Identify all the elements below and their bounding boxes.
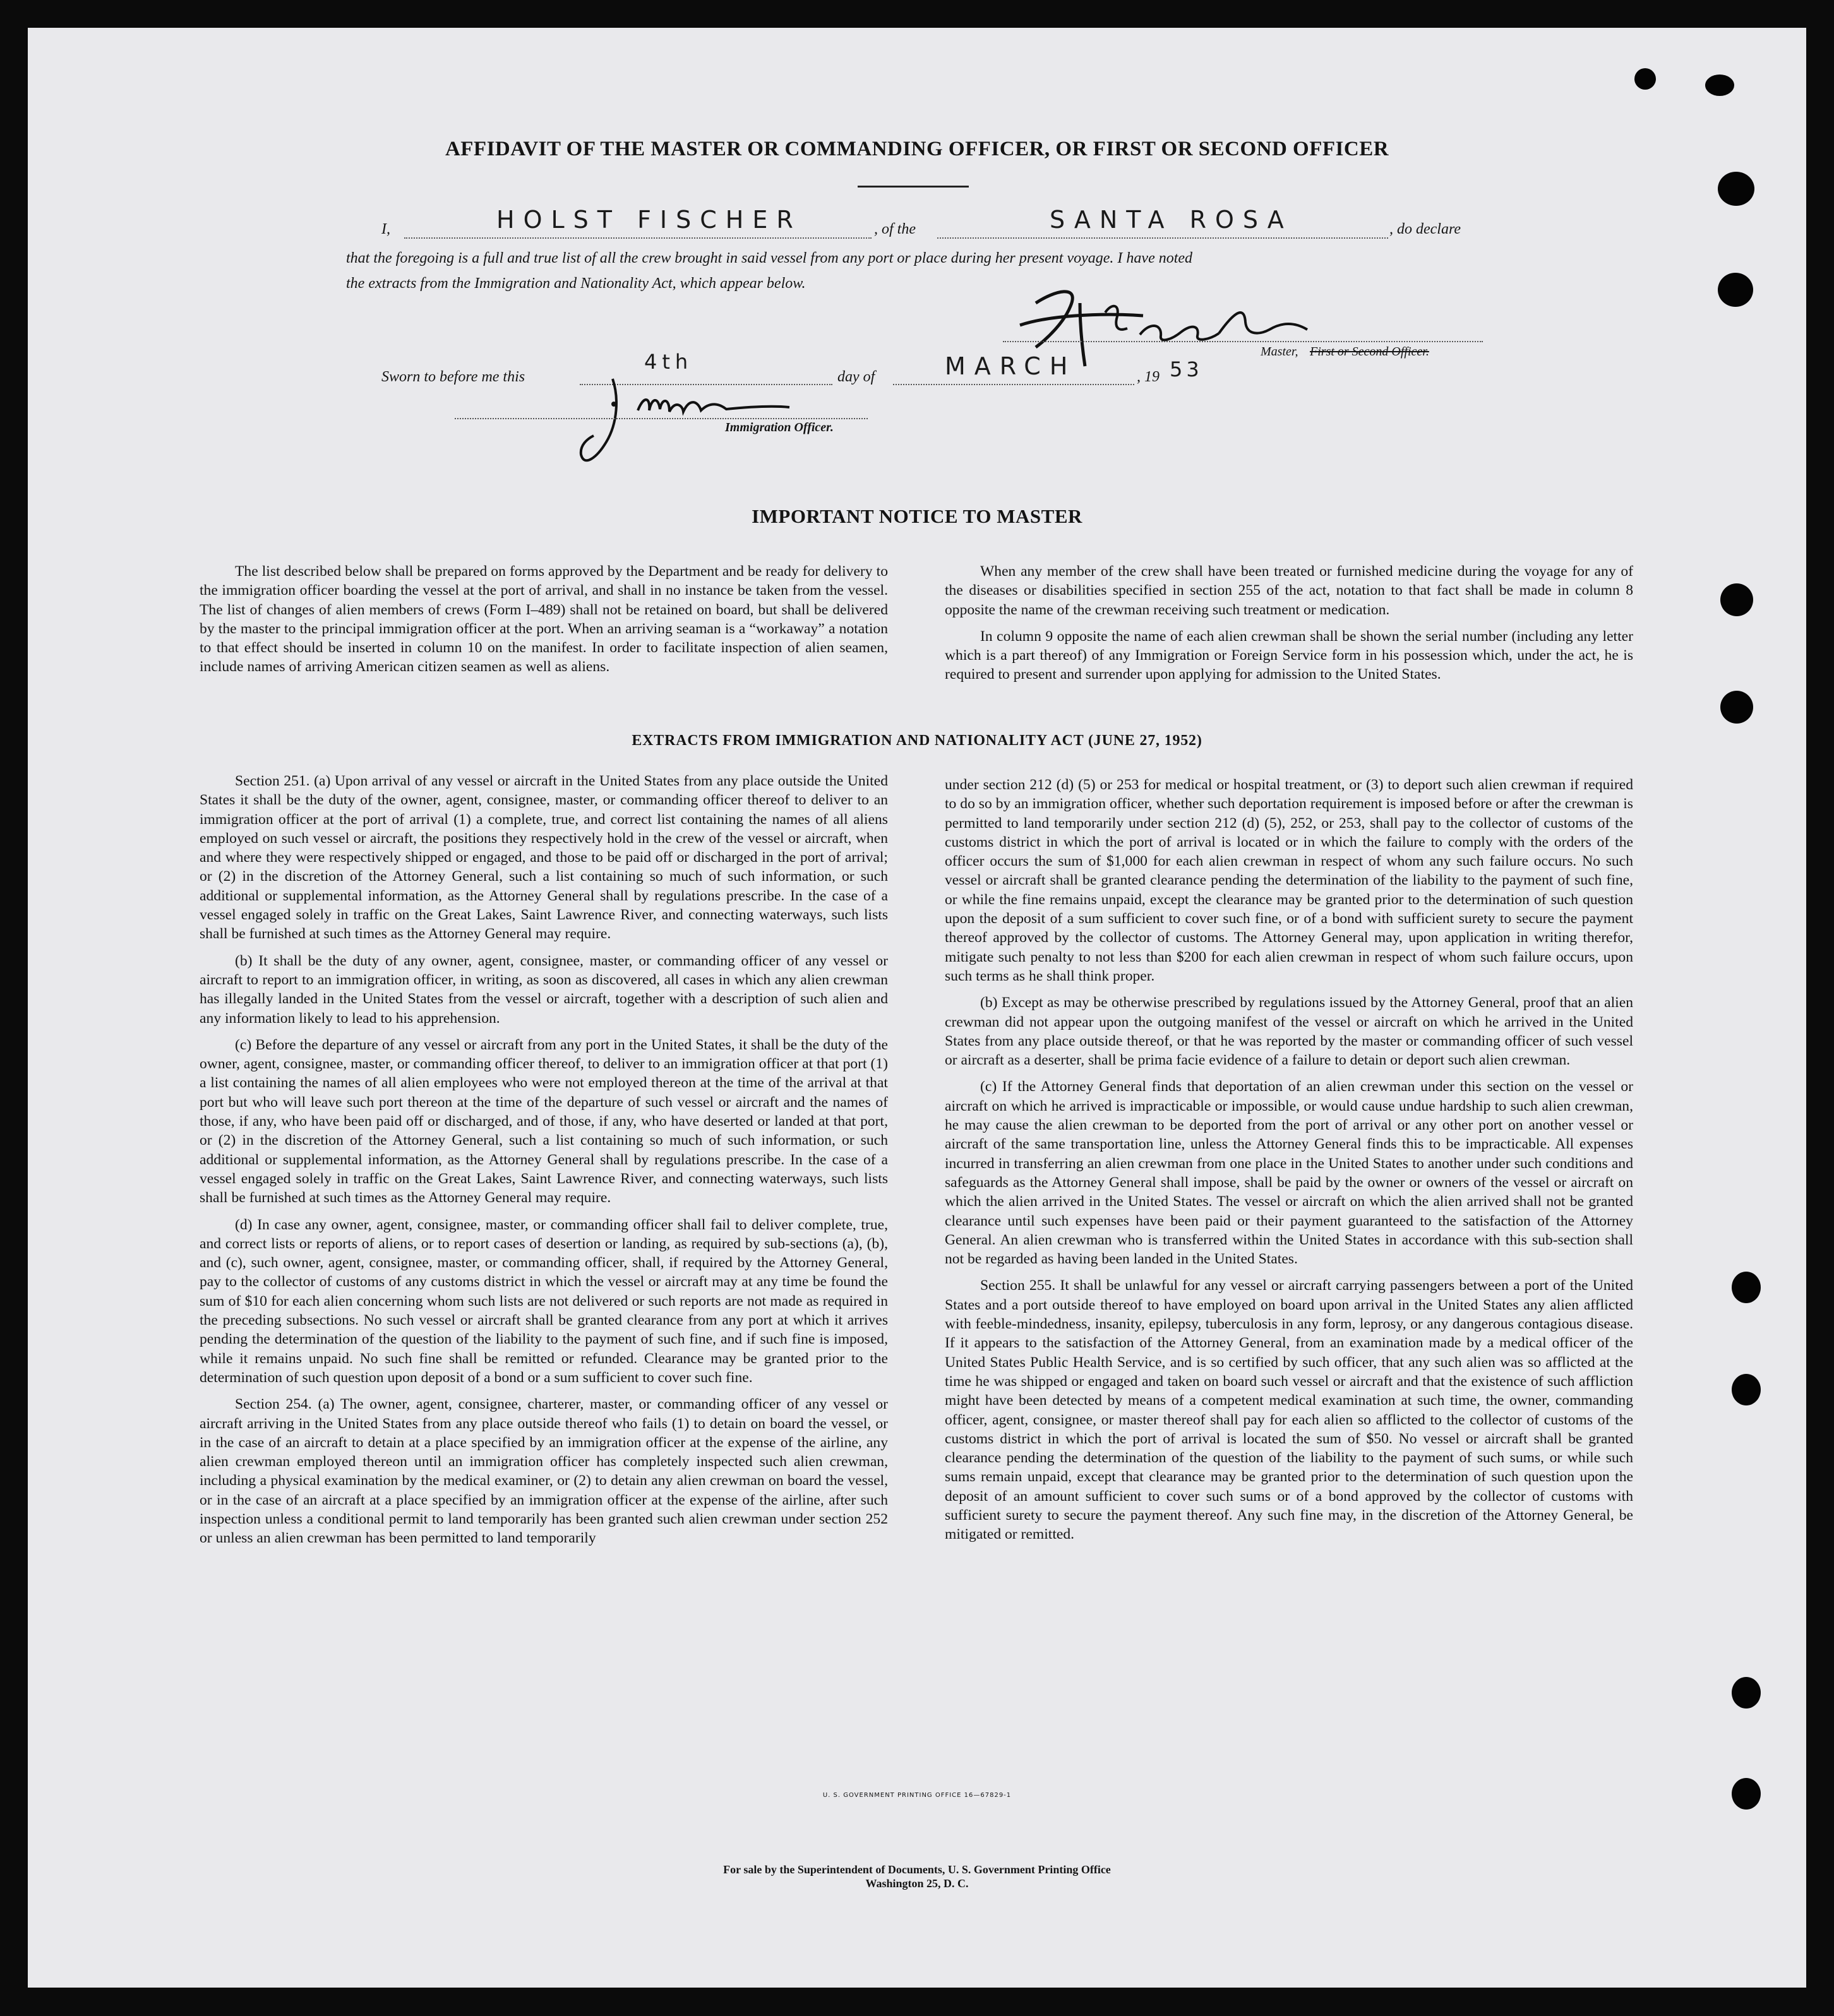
punch-hole <box>1634 68 1656 90</box>
notice-right-paragraph-2: In column 9 opposite the name of each alien crewman shall be shown the serial number (including any letter which is a part thereof) of any Immigration or Foreign Service form in his possession which, under the act, he is required to present and surrender upon applying for admission to the United States. <box>945 628 1633 683</box>
section-254-a-continued: under section 212 (d) (5) or 253 for medical or hospital treatment, or (3) to deport such alien crewman if required to do so by an immigration officer, whether such deportation requirement is imposed before or after the crewman is permitted to land temporarily under section 212 (d) (5), 252, or 253, shall pay to the collector of customs of the customs district in which the port of arrival is located or in which the failure to comply with the orders of the officer occurs the sum of $1,000 for each alien crewman in respect of whom any such failure occurs. No such vessel or aircraft shall be granted clearance pending the determination of the liability to the payment of such fine, or while the fine remains unpaid, except the clearance may be granted prior to the determination of such question upon the deposit of a sum sufficient to cover such fine, or of a bond with sufficient surety to secure the payment thereof approved by the collector of customs. The Attorney General may, upon application in writing therefor, mitigate such penalty to not less than $200 for each alien crewman in respect of whom such failure occurs, upon such terms as he shall think proper. <box>945 777 1633 984</box>
declaration-line-3: the extracts from the Immigration and Nationality Act, which appear below. <box>346 275 806 292</box>
master-name-handwritten: HOLST FISCHER <box>496 206 802 234</box>
extracts-right-column <box>945 775 1633 1552</box>
punch-hole <box>1718 172 1754 206</box>
sworn-month-handwritten: MARCH <box>945 352 1077 380</box>
section-251-c: (c) Before the departure of any vessel or aircraft from any port in the United States, it shall be the duty of the owner, agent, consignee, master, or commanding officer thereof, to deliver to an immigration officer at that port (1) a list containing the names of all alien employees who were not employed thereon at the time of the arrival at that port but who will leave such port thereon at the time of the departure of such vessel or aircraft and the names of those, if any, who have been paid off or discharged, and of those, if any, who have deserted or landed at that port, or (2) in the discretion of the Attorney General, such a list containing so much of such information, or such additional or supplemental information, as the Attorney General shall by regulations prescribe. In the case of a vessel engaged solely in traffic on the Great Lakes, Saint Lawrence River, and connecting waterways, such lists shall be furnished at such times as the Attorney General may require. <box>200 1036 888 1207</box>
of-the-label: , of the <box>874 221 916 237</box>
punch-hole <box>1732 1272 1761 1303</box>
i-label: I, <box>381 221 390 237</box>
sale-line-2: Washington 25, D. C. <box>865 1877 969 1890</box>
notice-left-paragraph: The list described below shall be prepared on forms approved by the Department and be ready for delivery to the immigration officer boarding the vessel at the port of arrival, and shall in no instance be taken from the vessel. The list of changes of alien members of crews (Form I–489) shall not be retained on board, but shall be delivered by the master to the principal immigration officer at the port. When an arriving seaman is a “workaway” a notation to that effect should be inserted in column 10 on the manifest. In order to facilitate inspection of alien seamen, include names of arriving American citizen seamen as well as aliens. <box>200 563 888 676</box>
day-of-label: day of <box>837 369 875 385</box>
notice-right-paragraph-1: When any member of the crew shall have been treated or furnished medicine during the voyage for any of the diseases or disabilities specified in section 255 of the act, notation to that fact shall be made in column 8 opposite the name of the crewman receiving such treatment or medication. <box>945 563 1633 618</box>
punch-hole <box>1720 583 1753 616</box>
master-caption: Master, <box>1261 345 1298 359</box>
year-handwritten: 53 <box>1170 357 1203 381</box>
declaration-line-2: that the foregoing is a full and true list of all the crew brought in said vessel from any port or place during her present voyage. I have noted <box>346 250 1193 266</box>
struck-officer-caption: First or Second Officer. <box>1310 345 1429 359</box>
punch-hole <box>1718 273 1753 307</box>
punch-hole <box>1720 691 1753 724</box>
vessel-name-handwritten: SANTA ROSA <box>1050 206 1293 234</box>
sale-notice <box>0 1863 1834 1890</box>
punch-hole <box>1732 1677 1761 1709</box>
extracts-title: EXTRACTS FROM IMMIGRATION AND NATIONALITY ACT (JUNE 27, 1952) <box>632 732 1202 749</box>
section-254-b: (b) Except as may be otherwise prescribed by regulations issued by the Attorney General, proof that an alien crewman did not appear upon the outgoing manifest of the vessel or aircraft on which he arrived in the United States from any place outside thereof, or that he was reported by the master or commanding officer of such vessel or aircraft as a deserter, shall be prima facie evidence of a failure to detain or deport such alien crewman. <box>945 994 1633 1069</box>
sworn-label: Sworn to before me this <box>381 369 525 385</box>
sale-line-1: For sale by the Superintendent of Documents, U. S. Government Printing Office <box>723 1863 1111 1876</box>
extracts-left-column <box>200 772 888 1556</box>
title-divider <box>858 186 969 188</box>
affidavit-title: AFFIDAVIT OF THE MASTER OR COMMANDING OFFICER, OR FIRST OR SECOND OFFICER <box>445 138 1389 160</box>
section-254-a: Section 254. (a) The owner, agent, consignee, charterer, master, or commanding officer of any vessel or aircraft arriving in the United States from any place outside thereof who fails (1) to detain on board the vessel, or in the case of an aircraft to detain at a place specified by an immigration officer at the expense of the airline, any alien crewman employed thereon until an immigration officer has completely inspected such alien crewman, including a physical examination by the medical examiner, or (2) to detain any alien crewman on board the vessel, or in the case of an aircraft at a place specified by an immigration officer at the expense of the airline, after such inspection unless a conditional permit to land temporarily has been granted such alien crewman under section 252 or unless an alien crewman has been permitted to land temporarily <box>200 1396 888 1547</box>
section-251-d: (d) In case any owner, agent, consignee, master, or commanding officer shall fail to deliver complete, true, and correct lists or reports of aliens, or to report cases of desertion or landing, as required by sub-sections (a), (b), and (c), such owner, agent, consignee, master, or commanding officer, shall, if required by the Attorney General, pay to the collector of customs of any customs district in which the vessel or aircraft may at any time be found the sum of $10 for each alien concerning whom such lists are not delivered or such reports are not made as required in the preceding subsections. No such vessel or aircraft shall be granted clearance from any port at which it arrives pending the determination of the question of the liability to the payment of such fine, and if such fine is imposed, while it remains unpaid. No such fine shall be remitted or refunded. Clearance may be granted prior to the determination of such question upon deposit of a bond or a sum sufficient to cover such fine. <box>200 1216 888 1386</box>
year-prefix: , 19 <box>1137 369 1160 385</box>
do-declare-label: , do declare <box>1389 221 1461 237</box>
section-251-a: Section 251. (a) Upon arrival of any vessel or aircraft in the United States from any place outside the United States it shall be the duty of the owner, agent, consignee, master, or commanding officer thereof to deliver to an immigration officer at the port of arrival (1) a complete, true, and correct list containing the names of all aliens employed on such vessel or aircraft, the positions they respectively hold in the crew of the vessel or aircraft, when and where they were respectively shipped or engaged, and those to be paid off or discharged in the port of arrival; or (2) in the discretion of the Attorney General, such a list containing so much of such information, or such additional or supplemental information, as the Attorney General shall by regulations prescribe. In the case of a vessel engaged solely in traffic on the Great Lakes, Saint Lawrence River, and connecting waterways, such lists shall be furnished at such times as the Attorney General may require. <box>200 773 888 943</box>
punch-hole <box>1705 75 1734 96</box>
notice-right-column <box>945 562 1633 692</box>
officer-signature-line <box>455 397 868 419</box>
master-signature-line <box>1003 319 1483 342</box>
officer-caption: Immigration Officer. <box>725 420 834 434</box>
section-254-c: (c) If the Attorney General finds that deportation of an alien crewman under this section on the vessel or aircraft on which he arrived is impracticable or impossible, or would cause undue hardship to such alien crewman, he may cause the alien crewman to be deported from the port of arrival or any other port on another vessel or aircraft of the same transportation line, unless the Attorney General finds this to be impracticable. All expenses incurred in transferring an alien crewman from one place in the United States to another under such conditions and safeguards as the Attorney General shall impose, shall be paid by the owner or owners of the vessel or aircraft on which the alien arrived in the United States. The vessel or aircraft on which the alien arrived shall not be granted clearance until such expenses have been paid or their payment guaranteed to the satisfaction of the Attorney General. An alien crewman who is transferred within the United States in accordance with this sub-section shall not be regarded as having been landed in the United States. <box>945 1078 1633 1268</box>
notice-left-column <box>200 562 888 684</box>
section-255: Section 255. It shall be unlawful for any vessel or aircraft carrying passengers between a port of the United States and a port outside thereof to have employed on board upon arrival in the United States any alien afflicted with feeble-mindedness, insanity, epilepsy, tuberculosis in any form, leprosy, or any dangerous contagious disease. If it appears to the satisfaction of the Attorney General, from an examination made by a medical officer of the United States Public Health Service, and is so certified by such officer, that any such alien was so afflicted at the time he was shipped or engaged and taken on board such vessel or aircraft and that the existence of such affliction might have been detected by means of a competent medical examination at such time, the owner, commanding officer, agent, consignee, or master thereof shall pay for each alien so afflicted to the collector of customs of the customs district in which the port of arrival is located the sum of $50. No vessel or aircraft shall be granted clearance pending the determination of the question of the liability to the payment of such sums, or while such sums remain unpaid, except that clearance may be granted prior to the determination of such question upon the deposit of an amount sufficient to cover such sums or of a bond approved by the collector of customs with sufficient surety to secure the payment thereof. Any such fine may, in the discretion of the Attorney General, be mitigated or remitted. <box>945 1277 1633 1543</box>
punch-hole <box>1732 1374 1761 1405</box>
sworn-day-handwritten: 4th <box>644 350 693 374</box>
printing-office-imprint: U. S. GOVERNMENT PRINTING OFFICE 16—67829-1 <box>822 1792 1012 1799</box>
section-251-b: (b) It shall be the duty of any owner, agent, consignee, master, or commanding officer of any vessel or aircraft to report to an immigration officer, in writing, as soon as discovered, all cases in which any alien crewman has illegally landed in the United States from the vessel or aircraft, together with a description of such alien and any information likely to lead to his apprehension. <box>200 952 888 1027</box>
notice-title: IMPORTANT NOTICE TO MASTER <box>752 505 1082 527</box>
